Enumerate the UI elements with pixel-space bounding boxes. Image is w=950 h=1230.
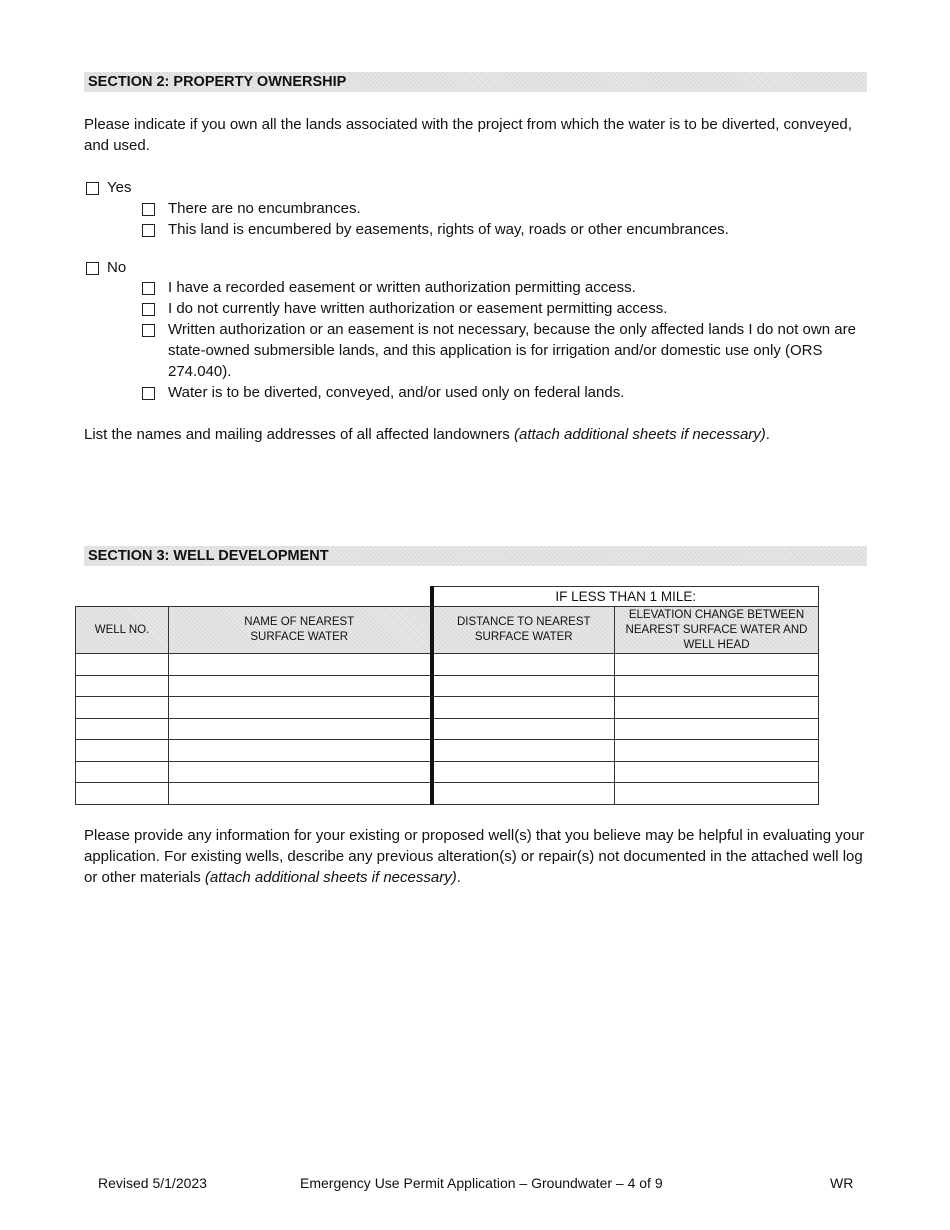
- table-row: [76, 740, 819, 762]
- section-2-title: SECTION 2: PROPERTY OWNERSHIP: [84, 72, 867, 92]
- no-checkbox[interactable]: [86, 262, 99, 275]
- elevation-cell[interactable]: [615, 740, 819, 762]
- recorded-easement-label: I have a recorded easement or written authorization permitting access.: [168, 279, 636, 296]
- well-development-table: [75, 586, 819, 805]
- distance-cell[interactable]: [432, 783, 615, 805]
- well-no-cell[interactable]: [76, 654, 169, 676]
- section-3-title: SECTION 3: WELL DEVELOPMENT: [84, 546, 867, 566]
- distance-cell[interactable]: [432, 740, 615, 762]
- landowners-note: (attach additional sheets if necessary): [513, 426, 766, 443]
- landowners-instructions: [84, 424, 874, 445]
- federal-lands-checkbox[interactable]: [142, 387, 155, 400]
- surface-water-cell[interactable]: [169, 697, 432, 719]
- no-authorization-label: I do not currently have written authorization or easement permitting access.: [168, 300, 668, 317]
- header-surface-water: NAME OF NEAREST SURFACE WATER: [169, 607, 432, 654]
- distance-cell[interactable]: [432, 675, 615, 697]
- well-info-text: Please provide any information for your existing or proposed well(s) that you believe may be helpful in evaluating your application. For existing wells, describe any previous alteration(s) or repair(s) not documented in the attached well log or other materials: [84, 827, 865, 886]
- yes-label: Yes: [107, 179, 132, 196]
- elevation-cell[interactable]: [615, 697, 819, 719]
- well-no-cell[interactable]: [76, 675, 169, 697]
- landowners-end: .: [765, 426, 770, 443]
- footer-code: WR: [830, 1175, 854, 1191]
- no-label: No: [107, 259, 127, 276]
- authorization-not-necessary-label: Written authorization or an easement is not necessary, because the only affected lands I do not own are state-owned submersible lands, and this application is for irrigation and/or domestic use only (ORS 274.040).: [168, 321, 856, 380]
- table-row: [76, 654, 819, 676]
- yes-checkbox[interactable]: [86, 182, 99, 195]
- well-no-cell[interactable]: [76, 740, 169, 762]
- well-info-end: .: [456, 869, 461, 886]
- well-no-cell[interactable]: [76, 761, 169, 783]
- section-2-intro: Please indicate if you own all the lands associated with the project from which the water is to be diverted, conveyed, and used.: [84, 116, 852, 154]
- distance-cell[interactable]: [432, 654, 615, 676]
- authorization-not-necessary-checkbox[interactable]: [142, 324, 155, 337]
- surface-water-cell[interactable]: [169, 783, 432, 805]
- surface-water-cell[interactable]: [169, 654, 432, 676]
- header-distance: DISTANCE TO NEAREST SURFACE WATER: [432, 607, 615, 654]
- table-blank-corner: [76, 587, 432, 607]
- table-row: [76, 697, 819, 719]
- surface-water-cell[interactable]: [169, 761, 432, 783]
- well-no-cell[interactable]: [76, 718, 169, 740]
- surface-water-cell[interactable]: [169, 675, 432, 697]
- elevation-cell[interactable]: [615, 761, 819, 783]
- table-row: [76, 783, 819, 805]
- table-row: [76, 718, 819, 740]
- group-header: IF LESS THAN 1 MILE:: [432, 587, 819, 607]
- surface-water-cell[interactable]: [169, 718, 432, 740]
- well-info-note: (attach additional sheets if necessary): [204, 869, 457, 886]
- well-no-cell[interactable]: [76, 697, 169, 719]
- distance-cell[interactable]: [432, 718, 615, 740]
- footer-revised: Revised 5/1/2023: [98, 1175, 207, 1191]
- encumbered-label: This land is encumbered by easements, rights of way, roads or other encumbrances.: [168, 221, 729, 238]
- elevation-cell[interactable]: [615, 783, 819, 805]
- table-row: [76, 675, 819, 697]
- recorded-easement-checkbox[interactable]: [142, 282, 155, 295]
- elevation-cell[interactable]: [615, 718, 819, 740]
- well-no-cell[interactable]: [76, 783, 169, 805]
- surface-water-cell[interactable]: [169, 740, 432, 762]
- table-row: [76, 761, 819, 783]
- elevation-cell[interactable]: [615, 654, 819, 676]
- landowners-text: List the names and mailing addresses of all affected landowners: [84, 426, 514, 443]
- elevation-cell[interactable]: [615, 675, 819, 697]
- header-elevation: ELEVATION CHANGE BETWEEN NEAREST SURFACE WATER AND WELL HEAD: [615, 607, 819, 654]
- federal-lands-label: Water is to be diverted, conveyed, and/or used only on federal lands.: [168, 384, 625, 401]
- well-info-instructions: [84, 825, 874, 888]
- distance-cell[interactable]: [432, 697, 615, 719]
- distance-cell[interactable]: [432, 761, 615, 783]
- no-authorization-checkbox[interactable]: [142, 303, 155, 316]
- encumbered-checkbox[interactable]: [142, 224, 155, 237]
- footer-title: Emergency Use Permit Application – Groundwater – 4 of 9: [300, 1175, 663, 1191]
- no-encumbrances-checkbox[interactable]: [142, 203, 155, 216]
- no-encumbrances-label: There are no encumbrances.: [168, 200, 361, 217]
- header-well-no: WELL NO.: [76, 607, 169, 654]
